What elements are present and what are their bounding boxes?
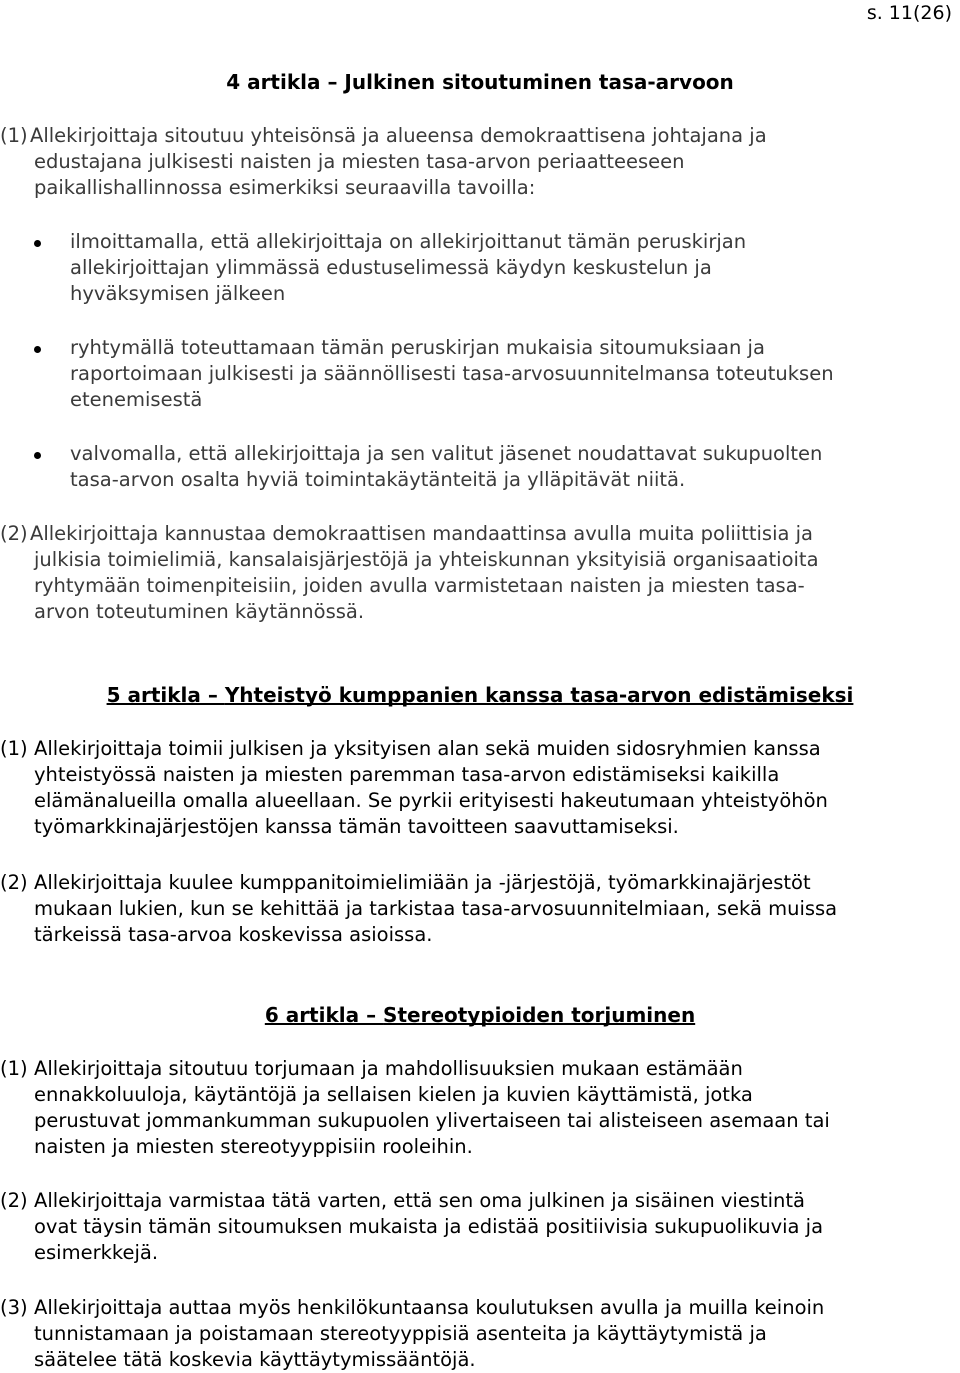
paragraph-line: Allekirjoittaja varmistaa tätä varten, että sen oma julkinen ja sisäinen viestintä (34, 1189, 806, 1212)
bullet-line: hyväksymisen jälkeen (70, 282, 286, 305)
article-5-title-prefix: 5 artikla – (106, 683, 225, 707)
paragraph-line: edustajana julkisesti naisten ja miesten tasa-arvon periaatteeseen (34, 150, 685, 173)
paragraph-line: säätelee tätä koskevia käyttäytymissääntöjä. (34, 1348, 476, 1371)
article-4-title (0, 70, 960, 94)
article-6-title (0, 1003, 960, 1027)
bullet-line: raportoimaan julkisesti ja säännöllisesti tasa-arvosuunnitelmansa toteutuksen (70, 362, 834, 385)
bullet-dot (34, 240, 41, 247)
paragraph-line: ovat täysin tämän sitoumuksen mukaista ja edistää positiivisia sukupuolikuvia ja (34, 1215, 824, 1238)
paragraph-line: perustuvat jommankumman sukupuolen ylivertaiseen tai alisteiseen asemaan tai (34, 1109, 830, 1132)
paragraph-number: (1) (0, 124, 28, 147)
paragraph-line: Allekirjoittaja sitoutuu torjumaan ja mahdollisuuksien mukaan estämään (34, 1057, 743, 1080)
paragraph-line: Allekirjoittaja sitoutuu yhteisönsä ja alueensa demokraattisena johtajana ja (30, 124, 767, 147)
bullet-line: ryhtymällä toteuttamaan tämän peruskirjan mukaisia sitoumuksiaan ja (70, 336, 765, 359)
article-5-title (0, 683, 960, 707)
paragraph-number: (2) (0, 871, 28, 894)
bullet-dot (34, 452, 41, 459)
paragraph-line: yhteistyössä naisten ja miesten paremman tasa-arvon edistämiseksi kaikilla (34, 763, 780, 786)
paragraph-line: tärkeissä tasa-arvoa koskevissa asioissa. (34, 923, 433, 946)
bullet-line: tasa-arvon osalta hyviä toimintakäytänteitä ja ylläpitävät niitä. (70, 468, 686, 491)
paragraph-number: (1) (0, 1057, 28, 1080)
article-4-title-prefix: 4 artikla – (226, 70, 345, 94)
bullet-dot (34, 346, 41, 353)
bullet-line: allekirjoittajan ylimmässä edustuselimessä käydyn keskustelun ja (70, 256, 712, 279)
article-6-title-prefix: 6 artikla – (264, 1003, 384, 1027)
paragraph-line: työmarkkinajärjestöjen kanssa tämän tavoitteen saavuttamiseksi. (34, 815, 679, 838)
paragraph-line: mukaan lukien, kun se kehittää ja tarkistaa tasa-arvosuunnitelmiaan, sekä muissa (34, 897, 838, 920)
paragraph-line: elämänalueilla omalla alueellaan. Se pyrkii erityisesti hakeutumaan yhteistyöhön (34, 789, 828, 812)
article-6-title-text: Stereotypioiden torjuminen (383, 1003, 696, 1027)
paragraph-number: (3) (0, 1296, 28, 1319)
paragraph-number: (2) (0, 1189, 28, 1212)
paragraph-number: (2) (0, 522, 28, 545)
paragraph-line: esimerkkejä. (34, 1241, 159, 1264)
paragraph-line: paikallishallinnossa esimerkiksi seuraavilla tavoilla: (34, 176, 536, 199)
page-number: s. 11(26) (866, 2, 952, 24)
bullet-line: ilmoittamalla, että allekirjoittaja on allekirjoittanut tämän peruskirjan (70, 230, 747, 253)
article-4-title-text: Julkinen sitoutuminen tasa-arvoon (344, 70, 734, 94)
paragraph-line: Allekirjoittaja toimii julkisen ja yksityisen alan sekä muiden sidosryhmien kanssa (34, 737, 821, 760)
paragraph-number: (1) (0, 737, 28, 760)
bullet-line: etenemisestä (70, 388, 203, 411)
paragraph-line: julkisia toimielimiä, kansalaisjärjestöjä ja yhteiskunnan yksityisiä organisaatioita (34, 548, 819, 571)
paragraph-line: arvon toteutuminen käytännössä. (34, 600, 365, 623)
paragraph-line: ennakkoluuloja, käytäntöjä ja sellaisen kielen ja kuvien käyttämistä, jotka (34, 1083, 753, 1106)
paragraph-line: Allekirjoittaja kannustaa demokraattisen mandaattinsa avulla muita poliittisia ja (30, 522, 813, 545)
article-5-title-text: Yhteistyö kumppanien kanssa tasa-arvon edistämiseksi (224, 683, 854, 707)
paragraph-line: tunnistamaan ja poistamaan stereotyyppisiä asenteita ja käyttäytymistä ja (34, 1322, 767, 1345)
bullet-line: valvomalla, että allekirjoittaja ja sen valitut jäsenet noudattavat sukupuolten (70, 442, 823, 465)
paragraph-line: ryhtymään toimenpiteisiin, joiden avulla varmistetaan naisten ja miesten tasa- (34, 574, 805, 597)
paragraph-line: Allekirjoittaja auttaa myös henkilökuntaansa koulutuksen avulla ja muilla keinoin (34, 1296, 825, 1319)
paragraph-line: naisten ja miesten stereotyyppisiin rooleihin. (34, 1135, 473, 1158)
paragraph-line: Allekirjoittaja kuulee kumppanitoimielimiään ja -järjestöjä, työmarkkinajärjestöt (34, 871, 811, 894)
